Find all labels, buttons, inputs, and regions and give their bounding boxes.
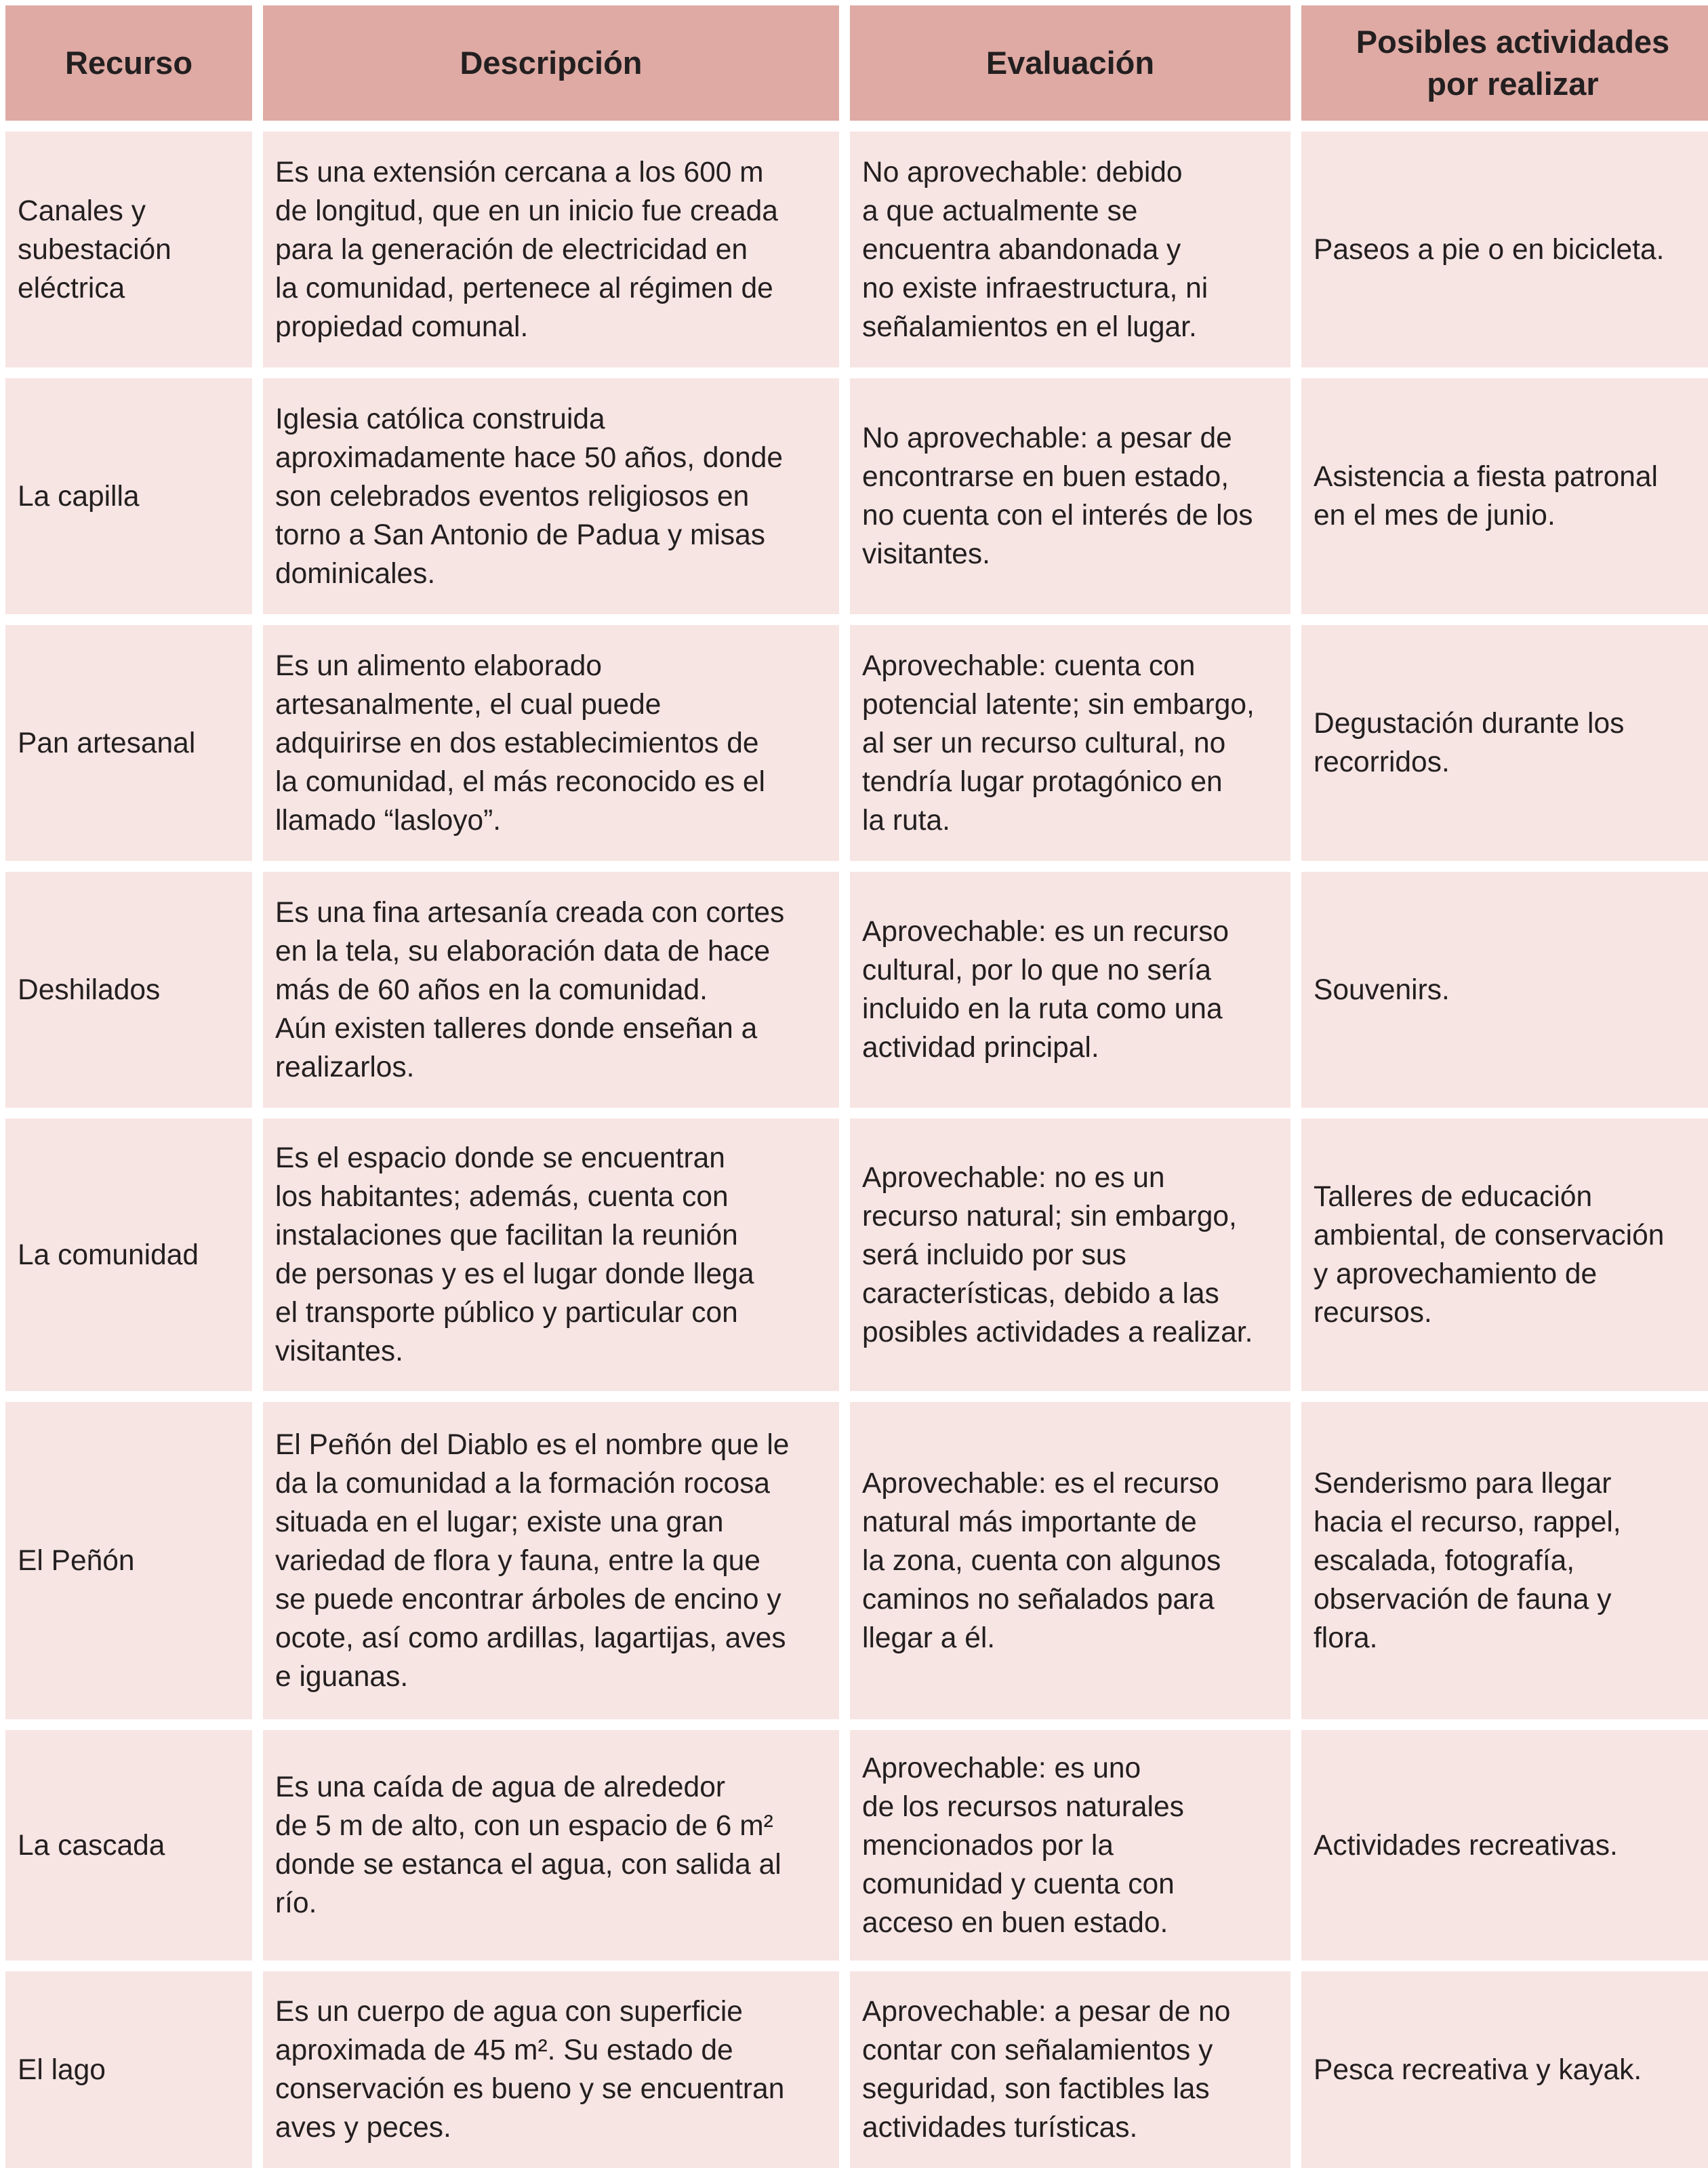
cell-text: Aprovechable: cuenta con potencial latente; sin embargo, al ser un recurso cultural, no tendría lugar protagónico en la ruta. <box>862 649 1255 837</box>
cell-recurso <box>5 872 252 1108</box>
cell-text: Aprovechable: a pesar de no contar con señalamientos y seguridad, son factibles las actividades turísticas. <box>862 1996 1231 2144</box>
cell-actividades <box>1301 132 1708 367</box>
cell-evaluacion <box>850 1119 1290 1391</box>
header-label: Recurso <box>64 45 193 81</box>
cell-actividades <box>1301 1402 1708 1719</box>
cell-recurso <box>5 378 252 614</box>
cell-text: Es el espacio donde se encuentran los habitantes; además, cuenta con instalaciones que facilitan la reunión de personas y es el lugar donde llega el transporte público y particular con visitantes. <box>275 1142 754 1367</box>
cell-text: Es un cuerpo de agua con superficie aproximada de 45 m². Su estado de conservación es bueno y se encuentran aves y peces. <box>275 1996 785 2144</box>
cell-text: No aprovechable: a pesar de encontrarse en buen estado, no cuenta con el interés de los visitantes. <box>862 422 1253 570</box>
cell-actividades <box>1301 378 1708 614</box>
cell-text: Paseos a pie o en bicicleta. <box>1314 233 1665 266</box>
header-label: Descripción <box>460 45 643 81</box>
cell-descripcion <box>263 1971 839 2168</box>
cell-text: La capilla <box>18 480 140 513</box>
header-label: Evaluación <box>985 45 1155 81</box>
cell-recurso <box>5 1119 252 1391</box>
cell-evaluacion <box>850 132 1290 367</box>
cell-text: Es una fina artesanía creada con cortes en la tela, su elaboración data de hace más de 60 años en la comunidad. Aún existen talleres donde enseñan a realizarlos. <box>275 896 785 1083</box>
header-actividades <box>1301 5 1708 121</box>
cell-recurso <box>5 132 252 367</box>
cell-actividades <box>1301 1119 1708 1391</box>
cell-actividades <box>1301 625 1708 861</box>
resource-evaluation-table <box>5 5 1703 2168</box>
cell-evaluacion <box>850 1971 1290 2168</box>
cell-text: Es un alimento elaborado artesanalmente, el cual puede adquirirse en dos establecimientos de la comunidad, el más reconocido es el llamado “lasloyo”. <box>275 649 765 837</box>
cell-text: Aprovechable: no es un recurso natural; sin embargo, será incluido por sus características, debido a las posibles actividades a realizar. <box>862 1161 1253 1348</box>
cell-evaluacion <box>850 1402 1290 1719</box>
cell-evaluacion <box>850 1730 1290 1961</box>
cell-descripcion <box>263 872 839 1108</box>
cell-text: Iglesia católica construida aproximadamente hace 50 años, donde son celebrados eventos religiosos en torno a San Antonio de Padua y misas dominicales. <box>275 403 784 590</box>
cell-text: La cascada <box>18 1829 165 1862</box>
header-label: Posibles actividades por realizar <box>1356 24 1670 102</box>
cell-text: El lago <box>18 2053 106 2086</box>
cell-descripcion <box>263 1402 839 1719</box>
cell-text: Talleres de educación ambiental, de conservación y aprovechamiento de recursos. <box>1314 1181 1665 1329</box>
header-evaluacion <box>850 5 1290 121</box>
cell-text: El Peñón del Diablo es el nombre que le da la comunidad a la formación rocosa situada en el lugar; existe una gran variedad de flora y fauna, entre la que se puede encontrar árboles de encino y ocote, así como ardillas, lagartijas, aves e iguanas. <box>275 1428 790 1693</box>
cell-recurso <box>5 1730 252 1961</box>
cell-evaluacion <box>850 872 1290 1108</box>
cell-text: Deshilados <box>18 973 161 1006</box>
cell-text: Actividades recreativas. <box>1314 1829 1618 1862</box>
cell-text: Canales y subestación eléctrica <box>18 195 171 304</box>
cell-text: El Peñón <box>18 1544 135 1577</box>
cell-actividades <box>1301 872 1708 1108</box>
cell-text: No aprovechable: debido a que actualmente se encuentra abandonada y no existe infraestructura, ni señalamientos en el lugar. <box>862 156 1208 343</box>
cell-text: Degustación durante los recorridos. <box>1314 708 1625 778</box>
cell-text: La comunidad <box>18 1239 199 1271</box>
cell-text: Aprovechable: es el recurso natural más importante de la zona, cuenta con algunos caminos no señalados para llegar a él. <box>862 1467 1221 1654</box>
cell-text: Souvenirs. <box>1314 973 1450 1006</box>
cell-text: Pesca recreativa y kayak. <box>1314 2053 1642 2086</box>
cell-text: Asistencia a fiesta patronal en el mes de junio. <box>1314 461 1658 531</box>
cell-text: Es una extensión cercana a los 600 m de longitud, que en un inicio fue creada para la generación de electricidad en la comunidad, pertenece al régimen de propiedad comunal. <box>275 156 778 343</box>
cell-evaluacion <box>850 625 1290 861</box>
cell-recurso <box>5 1971 252 2168</box>
cell-descripcion <box>263 625 839 861</box>
cell-text: Aprovechable: es uno de los recursos naturales mencionados por la comunidad y cuenta con acceso en buen estado. <box>862 1752 1184 1939</box>
cell-actividades <box>1301 1971 1708 2168</box>
cell-text: Pan artesanal <box>18 727 196 759</box>
cell-text: Aprovechable: es un recurso cultural, por lo que no sería incluido en la ruta como una actividad principal. <box>862 916 1229 1064</box>
header-recurso <box>5 5 252 121</box>
cell-descripcion <box>263 1119 839 1391</box>
cell-text: Es una caída de agua de alrededor de 5 m de alto, con un espacio de 6 m² donde se estanca el agua, con salida al río. <box>275 1771 781 1919</box>
cell-recurso <box>5 1402 252 1719</box>
cell-actividades <box>1301 1730 1708 1961</box>
cell-recurso <box>5 625 252 861</box>
cell-text: Senderismo para llegar hacia el recurso, rappel, escalada, fotografía, observación de fauna y flora. <box>1314 1467 1621 1654</box>
cell-descripcion <box>263 378 839 614</box>
header-descripcion <box>263 5 839 121</box>
cell-descripcion <box>263 132 839 367</box>
cell-evaluacion <box>850 378 1290 614</box>
cell-descripcion <box>263 1730 839 1961</box>
